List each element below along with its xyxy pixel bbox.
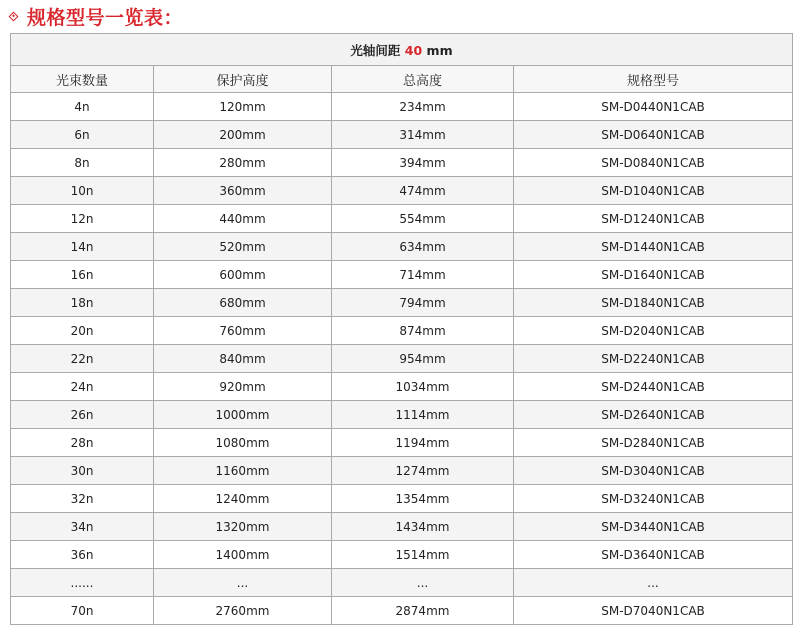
beam-count-cell: 12n bbox=[11, 205, 154, 233]
table-row bbox=[11, 121, 793, 149]
total-height-cell: 1194mm bbox=[332, 429, 514, 457]
protection-height-cell: 120mm bbox=[154, 93, 332, 121]
beam-count-cell: 36n bbox=[11, 541, 154, 569]
beam-count-cell: 30n bbox=[11, 457, 154, 485]
model-cell: SM-D1440N1CAB bbox=[514, 233, 793, 261]
model-cell: SM-D3040N1CAB bbox=[514, 457, 793, 485]
beam-count-cell: 22n bbox=[11, 345, 154, 373]
total-height-cell: 554mm bbox=[332, 205, 514, 233]
beam-count-cell: 28n bbox=[11, 429, 154, 457]
total-height-cell: 1114mm bbox=[332, 401, 514, 429]
beam-count-cell: 14n bbox=[11, 233, 154, 261]
protection-height-cell: 840mm bbox=[154, 345, 332, 373]
table-body bbox=[11, 93, 793, 625]
total-height-cell: 1274mm bbox=[332, 457, 514, 485]
table-row bbox=[11, 513, 793, 541]
table-row bbox=[11, 205, 793, 233]
protection-height-cell: 600mm bbox=[154, 261, 332, 289]
table-row bbox=[11, 401, 793, 429]
beam-count-cell: 24n bbox=[11, 373, 154, 401]
table-caption bbox=[11, 34, 793, 66]
beam-count-cell: 26n bbox=[11, 401, 154, 429]
total-height-cell: 954mm bbox=[332, 345, 514, 373]
protection-height-cell: ... bbox=[154, 569, 332, 597]
protection-height-cell: 360mm bbox=[154, 177, 332, 205]
total-height-cell: 2874mm bbox=[332, 597, 514, 625]
table-row bbox=[11, 597, 793, 625]
total-height-cell: 474mm bbox=[332, 177, 514, 205]
table-row bbox=[11, 289, 793, 317]
total-height-cell: 234mm bbox=[332, 93, 514, 121]
protection-height-cell: 1240mm bbox=[154, 485, 332, 513]
table-row bbox=[11, 317, 793, 345]
table-row bbox=[11, 261, 793, 289]
protection-height-cell: 440mm bbox=[154, 205, 332, 233]
table-row bbox=[11, 177, 793, 205]
caption-unit: mm bbox=[426, 42, 453, 58]
model-cell: SM-D0640N1CAB bbox=[514, 121, 793, 149]
caption-value: 40 bbox=[404, 42, 423, 58]
protection-height-cell: 920mm bbox=[154, 373, 332, 401]
table-row bbox=[11, 485, 793, 513]
beam-count-cell: 32n bbox=[11, 485, 154, 513]
total-height-cell: 714mm bbox=[332, 261, 514, 289]
beam-count-cell: 20n bbox=[11, 317, 154, 345]
beam-count-cell: 6n bbox=[11, 121, 154, 149]
diamond-icon bbox=[9, 11, 19, 21]
model-cell: SM-D1840N1CAB bbox=[514, 289, 793, 317]
total-height-cell: 394mm bbox=[332, 149, 514, 177]
model-cell: SM-D2840N1CAB bbox=[514, 429, 793, 457]
model-cell: SM-D1240N1CAB bbox=[514, 205, 793, 233]
table-row bbox=[11, 345, 793, 373]
total-height-cell: 1514mm bbox=[332, 541, 514, 569]
spec-table bbox=[10, 33, 793, 625]
column-header-protection-height: 保护高度 bbox=[154, 66, 332, 93]
beam-count-cell: ...... bbox=[11, 569, 154, 597]
total-height-cell: 874mm bbox=[332, 317, 514, 345]
beam-count-cell: 8n bbox=[11, 149, 154, 177]
total-height-cell: 794mm bbox=[332, 289, 514, 317]
beam-count-cell: 18n bbox=[11, 289, 154, 317]
model-cell: SM-D2040N1CAB bbox=[514, 317, 793, 345]
protection-height-cell: 1320mm bbox=[154, 513, 332, 541]
table-row bbox=[11, 569, 793, 597]
model-cell: SM-D0440N1CAB bbox=[514, 93, 793, 121]
model-cell: SM-D3640N1CAB bbox=[514, 541, 793, 569]
column-header-beams: 光束数量 bbox=[11, 66, 154, 93]
protection-height-cell: 680mm bbox=[154, 289, 332, 317]
total-height-cell: 1434mm bbox=[332, 513, 514, 541]
protection-height-cell: 760mm bbox=[154, 317, 332, 345]
table-row bbox=[11, 233, 793, 261]
column-header-model: 规格型号 bbox=[514, 66, 793, 93]
column-header-total-height: 总高度 bbox=[332, 66, 514, 93]
model-cell: SM-D2440N1CAB bbox=[514, 373, 793, 401]
protection-height-cell: 1400mm bbox=[154, 541, 332, 569]
protection-height-cell: 280mm bbox=[154, 149, 332, 177]
beam-count-cell: 4n bbox=[11, 93, 154, 121]
table-row bbox=[11, 457, 793, 485]
table-row bbox=[11, 149, 793, 177]
total-height-cell: 634mm bbox=[332, 233, 514, 261]
total-height-cell: 1034mm bbox=[332, 373, 514, 401]
protection-height-cell: 2760mm bbox=[154, 597, 332, 625]
table-row bbox=[11, 93, 793, 121]
protection-height-cell: 1080mm bbox=[154, 429, 332, 457]
model-cell: SM-D0840N1CAB bbox=[514, 149, 793, 177]
beam-count-cell: 34n bbox=[11, 513, 154, 541]
protection-height-cell: 200mm bbox=[154, 121, 332, 149]
protection-height-cell: 1160mm bbox=[154, 457, 332, 485]
beam-count-cell: 10n bbox=[11, 177, 154, 205]
model-cell: SM-D3440N1CAB bbox=[514, 513, 793, 541]
total-height-cell: 1354mm bbox=[332, 485, 514, 513]
model-cell: SM-D1040N1CAB bbox=[514, 177, 793, 205]
caption-label: 光轴间距 bbox=[350, 42, 401, 58]
total-height-cell: ... bbox=[332, 569, 514, 597]
model-cell: SM-D7040N1CAB bbox=[514, 597, 793, 625]
table-header-row bbox=[11, 66, 793, 93]
model-cell: SM-D2240N1CAB bbox=[514, 345, 793, 373]
table-row bbox=[11, 541, 793, 569]
table-caption-row bbox=[11, 34, 793, 66]
model-cell: ... bbox=[514, 569, 793, 597]
page-header bbox=[6, 2, 183, 30]
table-row bbox=[11, 429, 793, 457]
protection-height-cell: 1000mm bbox=[154, 401, 332, 429]
model-cell: SM-D3240N1CAB bbox=[514, 485, 793, 513]
protection-height-cell: 520mm bbox=[154, 233, 332, 261]
beam-count-cell: 16n bbox=[11, 261, 154, 289]
table-row bbox=[11, 373, 793, 401]
model-cell: SM-D1640N1CAB bbox=[514, 261, 793, 289]
total-height-cell: 314mm bbox=[332, 121, 514, 149]
beam-count-cell: 70n bbox=[11, 597, 154, 625]
page-title: 规格型号一览表： bbox=[27, 6, 184, 29]
model-cell: SM-D2640N1CAB bbox=[514, 401, 793, 429]
